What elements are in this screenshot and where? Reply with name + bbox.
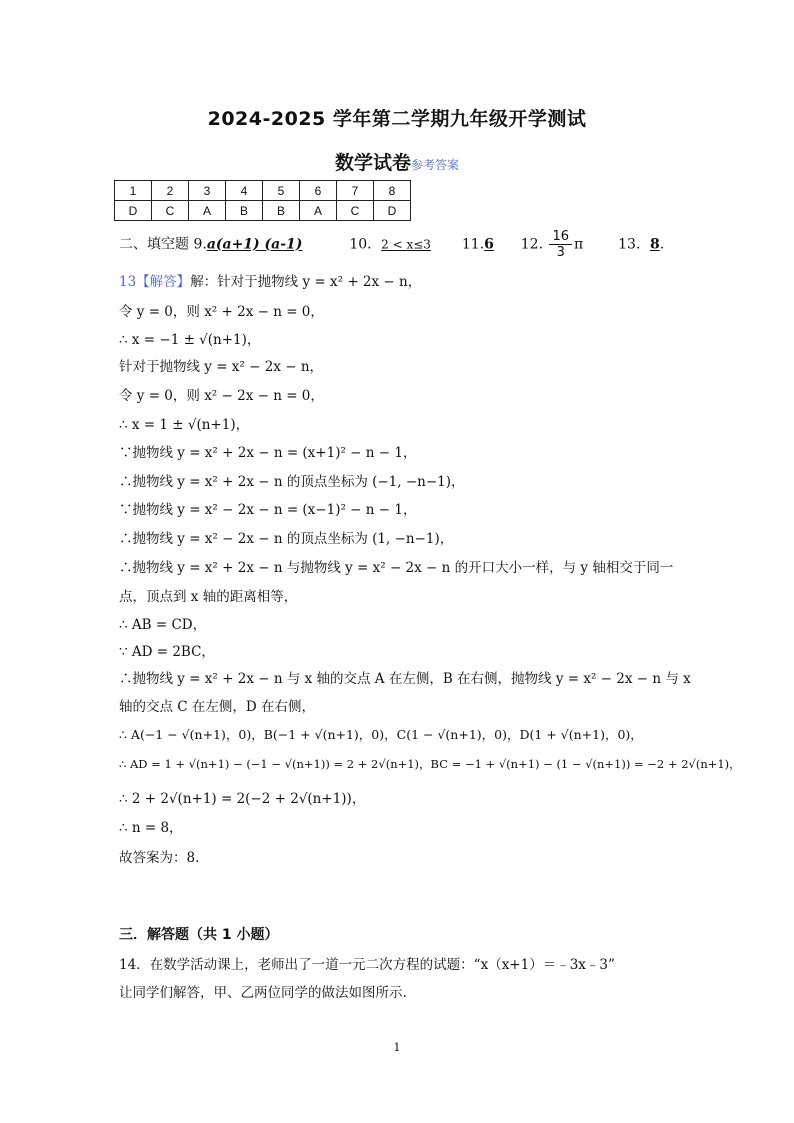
answer-table-answers-row <box>115 201 411 221</box>
solution-line: ∴ x = 1 ± √(n+1)， <box>119 417 250 433</box>
solution-line: ∴ AD = 1 + √(n+1) − (−1 − √(n+1)) = 2 + 2√(n+1)，BC = −1 + √(n+1) − (1 − √(n+1)) = −2 + 2√(n+1)， <box>119 757 741 771</box>
document-title: 2024-2025 学年第二学期九年级开学测试 <box>207 108 587 130</box>
answer-cell: C <box>152 201 189 221</box>
answer-table-numbers-row <box>115 181 411 201</box>
solution-line: ∴ x = −1 ± √(n+1)， <box>119 332 261 348</box>
q12-label: 12. <box>520 236 544 253</box>
question-number: 7 <box>337 181 374 201</box>
q11-label: 11. <box>461 236 485 253</box>
answer-cell: A <box>300 201 337 221</box>
question-number: 3 <box>189 181 226 201</box>
solution-line: 令 y = 0，则 x² − 2x − n = 0， <box>119 388 324 404</box>
solution-line: ∵抛物线 y = x² − 2x − n = (x−1)² − n − 1， <box>119 502 417 518</box>
solution-line: 轴的交点 C 在左侧，D 在右侧， <box>119 699 316 715</box>
answer-cell: A <box>189 201 226 221</box>
section-heading: 三．解答题（共 1 小题） <box>119 927 279 943</box>
answer-cell: B <box>226 201 263 221</box>
solution-line: ∴ A(−1 − √(n+1)，0)，B(−1 + √(n+1)，0)，C(1 − √(n+1)，0)，D(1 + √(n+1)，0)， <box>119 727 643 742</box>
solution-line: ∴抛物线 y = x² + 2x − n 的顶点坐标为 (−1, −n−1)， <box>119 474 465 490</box>
answer-q10: 2 < x≤3 <box>381 237 431 252</box>
answer-q11: 6 <box>484 236 494 253</box>
question-14-line-1: 14．在数学活动课上，老师出了一道一元二次方程的试题：“x（x+1）＝﹣3x﹣3” <box>119 957 615 973</box>
solution-line: 令 y = 0，则 x² + 2x − n = 0， <box>119 304 324 320</box>
answer-q12-pi: π <box>574 236 584 253</box>
solution-lead: 13【解答】 <box>119 274 191 290</box>
fill-in-lead: 二、填空题 9. <box>119 236 207 253</box>
subtitle-main: 数学试卷 <box>334 152 411 174</box>
solution-line: ∴抛物线 y = x² + 2x − n 与 x 轴的交点 A 在左侧，B 在右侧，抛物线 y = x² − 2x − n 与 x <box>119 671 691 687</box>
fill-in-answers <box>119 229 664 260</box>
fraction-denominator: 3 <box>556 245 565 260</box>
question-number: 8 <box>374 181 411 201</box>
question-number: 6 <box>300 181 337 201</box>
solution-line: ∴ n = 8， <box>119 820 183 836</box>
solution-line: ∴ AB = CD， <box>119 617 207 633</box>
answer-cell: C <box>337 201 374 221</box>
answer-q9: a(a+1) (a-1) <box>206 236 303 253</box>
question-14-line-2: 让同学们解答，甲、乙两位同学的做法如图所示. <box>119 985 407 1001</box>
q10-label: 10． <box>349 236 382 253</box>
document-subtitle <box>0 148 794 175</box>
question-number: 2 <box>152 181 189 201</box>
solution-line: 点，顶点到 x 轴的距离相等， <box>119 589 298 605</box>
answer-q12-fraction <box>549 229 572 260</box>
page-number: 1 <box>393 1041 401 1054</box>
answer-cell: B <box>263 201 300 221</box>
q13-label: 13． <box>618 236 650 253</box>
subtitle-note: 参考答案 <box>411 158 460 172</box>
solution-text: 解：针对于抛物线 y = x² + 2x − n， <box>190 274 422 290</box>
solution-line: ∵抛物线 y = x² + 2x − n = (x+1)² − n − 1， <box>119 445 417 461</box>
answer-table <box>114 180 411 221</box>
solution-line: ∴抛物线 y = x² − 2x − n 的顶点坐标为 (1, −n−1)， <box>119 531 454 547</box>
answer-cell: D <box>115 201 152 221</box>
solution-line-1 <box>119 270 421 290</box>
solution-line: ∴抛物线 y = x² + 2x − n 与抛物线 y = x² − 2x − n 的开口大小一样，与 y 轴相交于同一 <box>119 560 674 576</box>
fraction-numerator: 16 <box>549 229 572 245</box>
solution-line: 故答案为：8. <box>119 850 200 866</box>
question-number: 4 <box>226 181 263 201</box>
solution-line: ∴ 2 + 2√(n+1) = 2(−2 + 2√(n+1))， <box>119 791 366 807</box>
q13-end: . <box>659 236 665 253</box>
answer-cell: D <box>374 201 411 221</box>
solution-line: ∵ AD = 2BC， <box>119 644 215 660</box>
question-number: 1 <box>115 181 152 201</box>
answer-q13: 8 <box>649 236 660 253</box>
solution-line: 针对于抛物线 y = x² − 2x − n， <box>119 359 324 375</box>
question-number: 5 <box>263 181 300 201</box>
